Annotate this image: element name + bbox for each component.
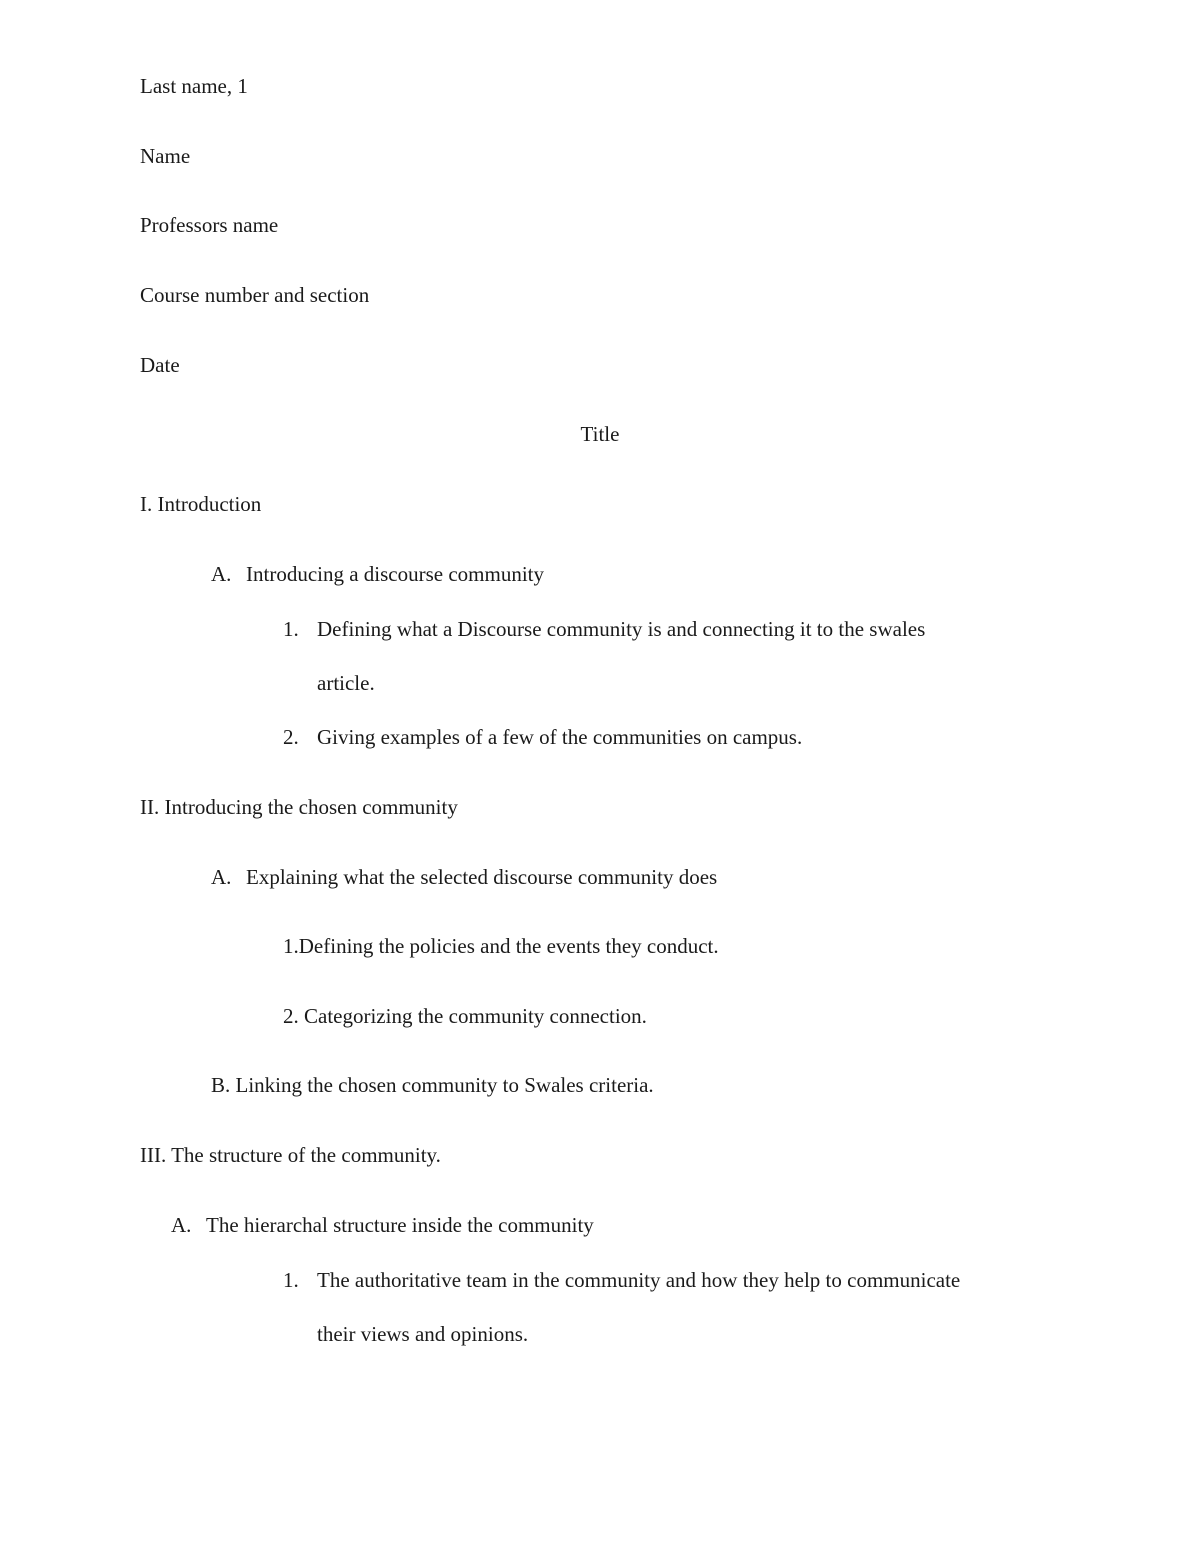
running-head: Last name, 1: [140, 74, 248, 98]
subsection-marker: B.: [211, 1073, 231, 1097]
section-marker: II.: [140, 795, 160, 819]
outline-item-1a1: [283, 617, 925, 641]
item-text: Defining the policies and the events they conduct.: [298, 934, 719, 958]
item-marker: 1.: [283, 934, 299, 958]
item-marker: 2.: [283, 1004, 299, 1028]
subsection-text: The hierarchal structure inside the community: [206, 1213, 594, 1237]
outline-subsection-1a: [211, 562, 544, 586]
date: Date: [140, 353, 180, 377]
item-marker: 1.: [283, 617, 299, 641]
subsection-marker: A.: [171, 1213, 192, 1237]
outline-subsection-2b: [211, 1073, 654, 1097]
student-name: Name: [140, 144, 191, 168]
outline-section-2: [140, 795, 458, 819]
item-text: Defining what a Discourse community is and connecting it to the swales: [317, 617, 926, 641]
subsection-text: Explaining what the selected discourse community does: [246, 865, 718, 889]
item-text: The authoritative team in the community and how they help to communicate: [317, 1268, 961, 1292]
outline-item-2a1: [283, 934, 719, 958]
section-heading: Introduction: [157, 492, 262, 516]
item-text: Giving examples of a few of the communities on campus.: [317, 725, 803, 749]
outline-item-1a1-continuation: article.: [317, 671, 375, 695]
outline-section-1: [140, 492, 261, 516]
course-info: Course number and section: [140, 283, 370, 307]
outline-subsection-2a: [211, 865, 717, 889]
outline-item-3a1-continuation: their views and opinions.: [317, 1322, 529, 1346]
subsection-marker: A.: [211, 562, 232, 586]
outline-section-3: [140, 1143, 441, 1167]
subsection-text: Linking the chosen community to Swales criteria.: [235, 1073, 654, 1097]
outline-item-3a1: [283, 1268, 960, 1292]
section-heading: Introducing the chosen community: [164, 795, 458, 819]
outline-item-2a2: [283, 1004, 647, 1028]
section-marker: I.: [140, 492, 153, 516]
section-heading: The structure of the community.: [171, 1143, 441, 1167]
item-marker: 2.: [283, 725, 299, 749]
subsection-text: Introducing a discourse community: [246, 562, 545, 586]
outline-subsection-3a: [171, 1213, 594, 1237]
subsection-marker: A.: [211, 865, 232, 889]
professor-name: Professors name: [140, 213, 279, 237]
item-marker: 1.: [283, 1268, 299, 1292]
page-title: Title: [580, 422, 620, 446]
item-text: Categorizing the community connection.: [304, 1004, 647, 1028]
outline-item-1a2: [283, 725, 802, 749]
section-marker: III.: [140, 1143, 167, 1167]
